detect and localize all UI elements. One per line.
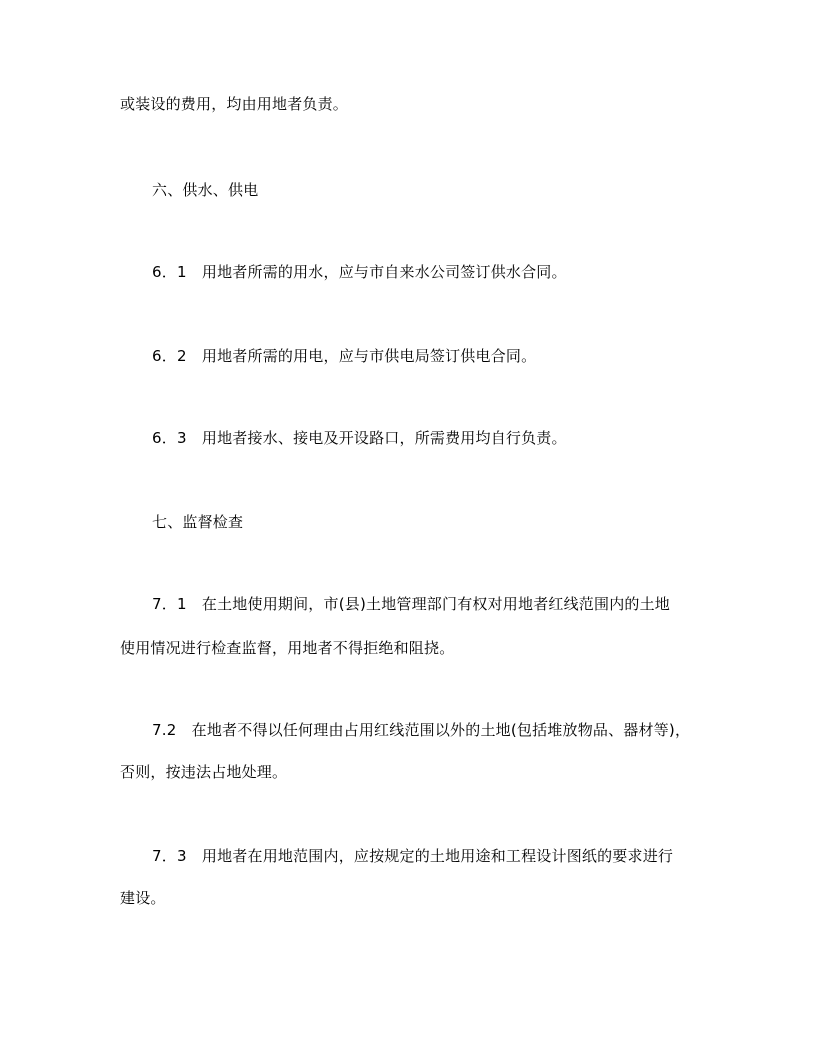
- section-heading-water-electricity: 六、供水、供电: [152, 181, 259, 199]
- clause-7-3-line-2: 建设。: [120, 889, 166, 907]
- clause-7-3-line-1: 7．3 用地者在用地范围内，应按规定的土地用途和工程设计图纸的要求进行: [152, 847, 674, 865]
- section-heading-supervision: 七、监督检查: [152, 513, 244, 531]
- clause-6-1: 6．1 用地者所需的用水，应与市自来水公司签订供水合同。: [152, 263, 567, 281]
- clause-6-2: 6．2 用地者所需的用电，应与市供电局签订供电合同。: [152, 347, 537, 365]
- clause-7-1-line-2: 使用情况进行检查监督，用地者不得拒绝和阻挠。: [120, 639, 455, 657]
- clause-7-2-line-2: 否则，按违法占地处理。: [120, 763, 288, 781]
- clause-7-2-line-1: 7.2 在地者不得以任何理由占用红线范围以外的土地(包括堆放物品、器材等)，: [152, 721, 691, 739]
- text-line-fee-responsibility: 或装设的费用，均由用地者负责。: [120, 95, 349, 113]
- clause-6-3: 6．3 用地者接水、接电及开设路口，所需费用均自行负责。: [152, 429, 567, 447]
- clause-7-1-line-1: 7．1 在土地使用期间，市(县)土地管理部门有权对用地者红线范围内的土地: [152, 595, 670, 613]
